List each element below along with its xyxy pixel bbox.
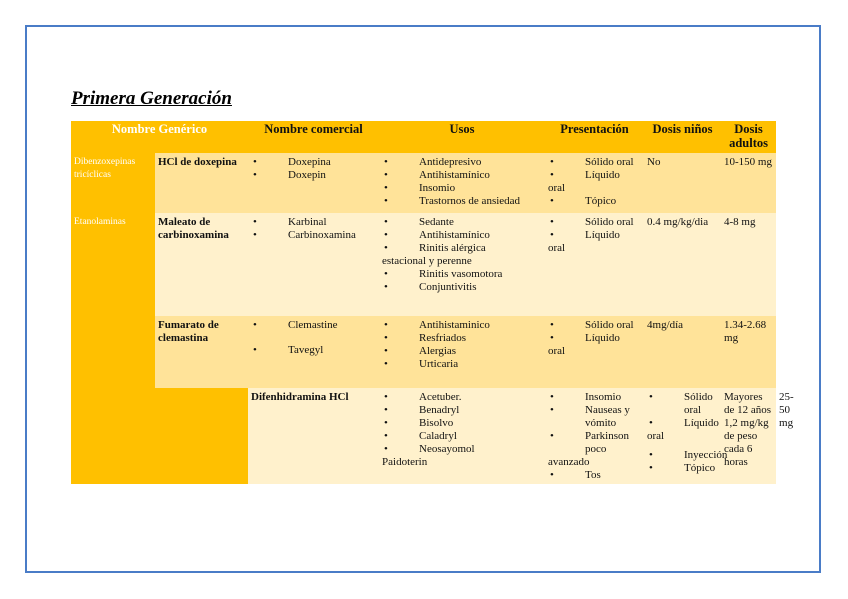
list-item: • Sólido oral bbox=[548, 156, 641, 169]
dose-children: Mayores de 12 años 1,2 mg/kg de peso cada 6 horas bbox=[721, 388, 776, 484]
list-item: Paidoterin bbox=[382, 456, 428, 468]
list-item: avanzado bbox=[548, 456, 590, 468]
list-item: • Insomio bbox=[548, 391, 641, 404]
generic-name: Fumarato de clemastina bbox=[155, 316, 248, 388]
list-item: • Urticaria bbox=[382, 358, 542, 371]
dose-children: No bbox=[644, 153, 721, 213]
list-item: • Tavegyl bbox=[251, 344, 376, 357]
dose-adults: 1.34-2.68 mg bbox=[721, 316, 776, 388]
dose-children: 4mg/día bbox=[644, 316, 721, 388]
list-item: • Insomio bbox=[382, 182, 542, 195]
list-item: • Sedante bbox=[382, 216, 542, 229]
list-item: • Inyección bbox=[647, 449, 718, 462]
list-item: • Rinitis vasomotora bbox=[382, 268, 542, 281]
header-dose-adults: Dosis adultos bbox=[721, 121, 776, 153]
dose-adults: 4-8 mg bbox=[721, 213, 776, 316]
list-item: • Resfriados bbox=[382, 332, 542, 345]
generic-name: HCl de doxepina bbox=[155, 153, 248, 213]
dose-children: 0.4 mg/kg/dia bbox=[644, 213, 721, 316]
list-item: • Sólido oral bbox=[548, 319, 641, 332]
list-item: • Doxepin bbox=[251, 169, 376, 182]
generic-name: Maleato de carbinoxamina bbox=[155, 213, 248, 316]
table-row bbox=[71, 388, 776, 484]
header-generic: Nombre Genérico bbox=[71, 121, 248, 153]
list-item: oral bbox=[548, 345, 566, 357]
generic-name: Difenhidramina HCl bbox=[248, 388, 379, 484]
list-item: • Líquido bbox=[548, 229, 641, 242]
list-item: • Carbinoxamina bbox=[251, 229, 376, 242]
list-item: • Conjuntivitis bbox=[382, 281, 542, 294]
list-item: • Sólido oral bbox=[647, 391, 718, 417]
list-item: • Sólido oral bbox=[548, 216, 641, 229]
group-blank bbox=[155, 388, 248, 484]
antihistamine-table bbox=[71, 121, 776, 484]
list-item: • Bisolvo bbox=[382, 417, 542, 430]
header-uses: Usos bbox=[379, 121, 545, 153]
list-item: • Tópico bbox=[647, 462, 718, 475]
list-item: • Doxepina bbox=[251, 156, 376, 169]
presentation-list bbox=[644, 388, 728, 484]
presentation-list bbox=[545, 213, 644, 316]
commercial-names bbox=[379, 388, 545, 484]
section-title: Primera Generación bbox=[71, 88, 232, 109]
list-item: • Karbinal bbox=[251, 216, 376, 229]
header-dose-children: Dosis niños bbox=[644, 121, 721, 153]
header-commercial: Nombre comercial bbox=[248, 121, 379, 153]
list-item: • Rinitis alérgica bbox=[382, 242, 542, 255]
group-dibenzoxepinas: Dibenzoxepinas tricíclicas bbox=[71, 153, 155, 213]
presentation-list bbox=[545, 316, 644, 388]
table-row bbox=[71, 153, 776, 213]
commercial-names bbox=[248, 213, 379, 316]
list-item: • Clemastine bbox=[251, 319, 376, 332]
list-item: • Benadryl bbox=[382, 404, 542, 417]
list-item: • Antihistaminico bbox=[382, 319, 542, 332]
uses-list bbox=[545, 388, 644, 484]
list-item: • Tos bbox=[548, 469, 641, 482]
list-item: • Líquido bbox=[647, 417, 718, 430]
list-item: • Antihistamínico bbox=[382, 169, 542, 182]
list-item: oral bbox=[548, 182, 566, 194]
list-item: • Nauseas y vómito bbox=[548, 404, 641, 430]
presentation-list bbox=[545, 153, 644, 213]
list-item: • Líquido bbox=[548, 169, 641, 182]
group-etanolaminas: Etanolaminas bbox=[71, 213, 155, 484]
commercial-names bbox=[248, 316, 379, 388]
uses-list bbox=[379, 316, 545, 388]
header-presentation: Presentación bbox=[545, 121, 644, 153]
list-item: estacional y perenne bbox=[382, 255, 472, 267]
list-item: • Acetuber. bbox=[382, 391, 542, 404]
uses-list bbox=[379, 153, 545, 213]
table-header-row bbox=[71, 121, 776, 153]
list-item: oral bbox=[647, 430, 665, 442]
list-item: • Antidepresivo bbox=[382, 156, 542, 169]
list-item: • Trastornos de ansiedad bbox=[382, 195, 542, 208]
list-spacer bbox=[251, 332, 376, 344]
list-item: • Alergias bbox=[382, 345, 542, 358]
table-row bbox=[71, 213, 776, 316]
uses-list bbox=[379, 213, 545, 316]
list-item: • Neosayomol bbox=[382, 443, 542, 456]
list-item: • Caladryl bbox=[382, 430, 542, 443]
list-item: • Líquido bbox=[548, 332, 641, 345]
table-row bbox=[71, 316, 776, 388]
list-item: • Parkinson poco bbox=[548, 430, 641, 456]
list-item: • Tópico bbox=[548, 195, 641, 208]
dose-adults: 10-150 mg bbox=[721, 153, 776, 213]
commercial-names bbox=[248, 153, 379, 213]
list-item: oral bbox=[548, 242, 566, 254]
list-item: • Antihistamínico bbox=[382, 229, 542, 242]
